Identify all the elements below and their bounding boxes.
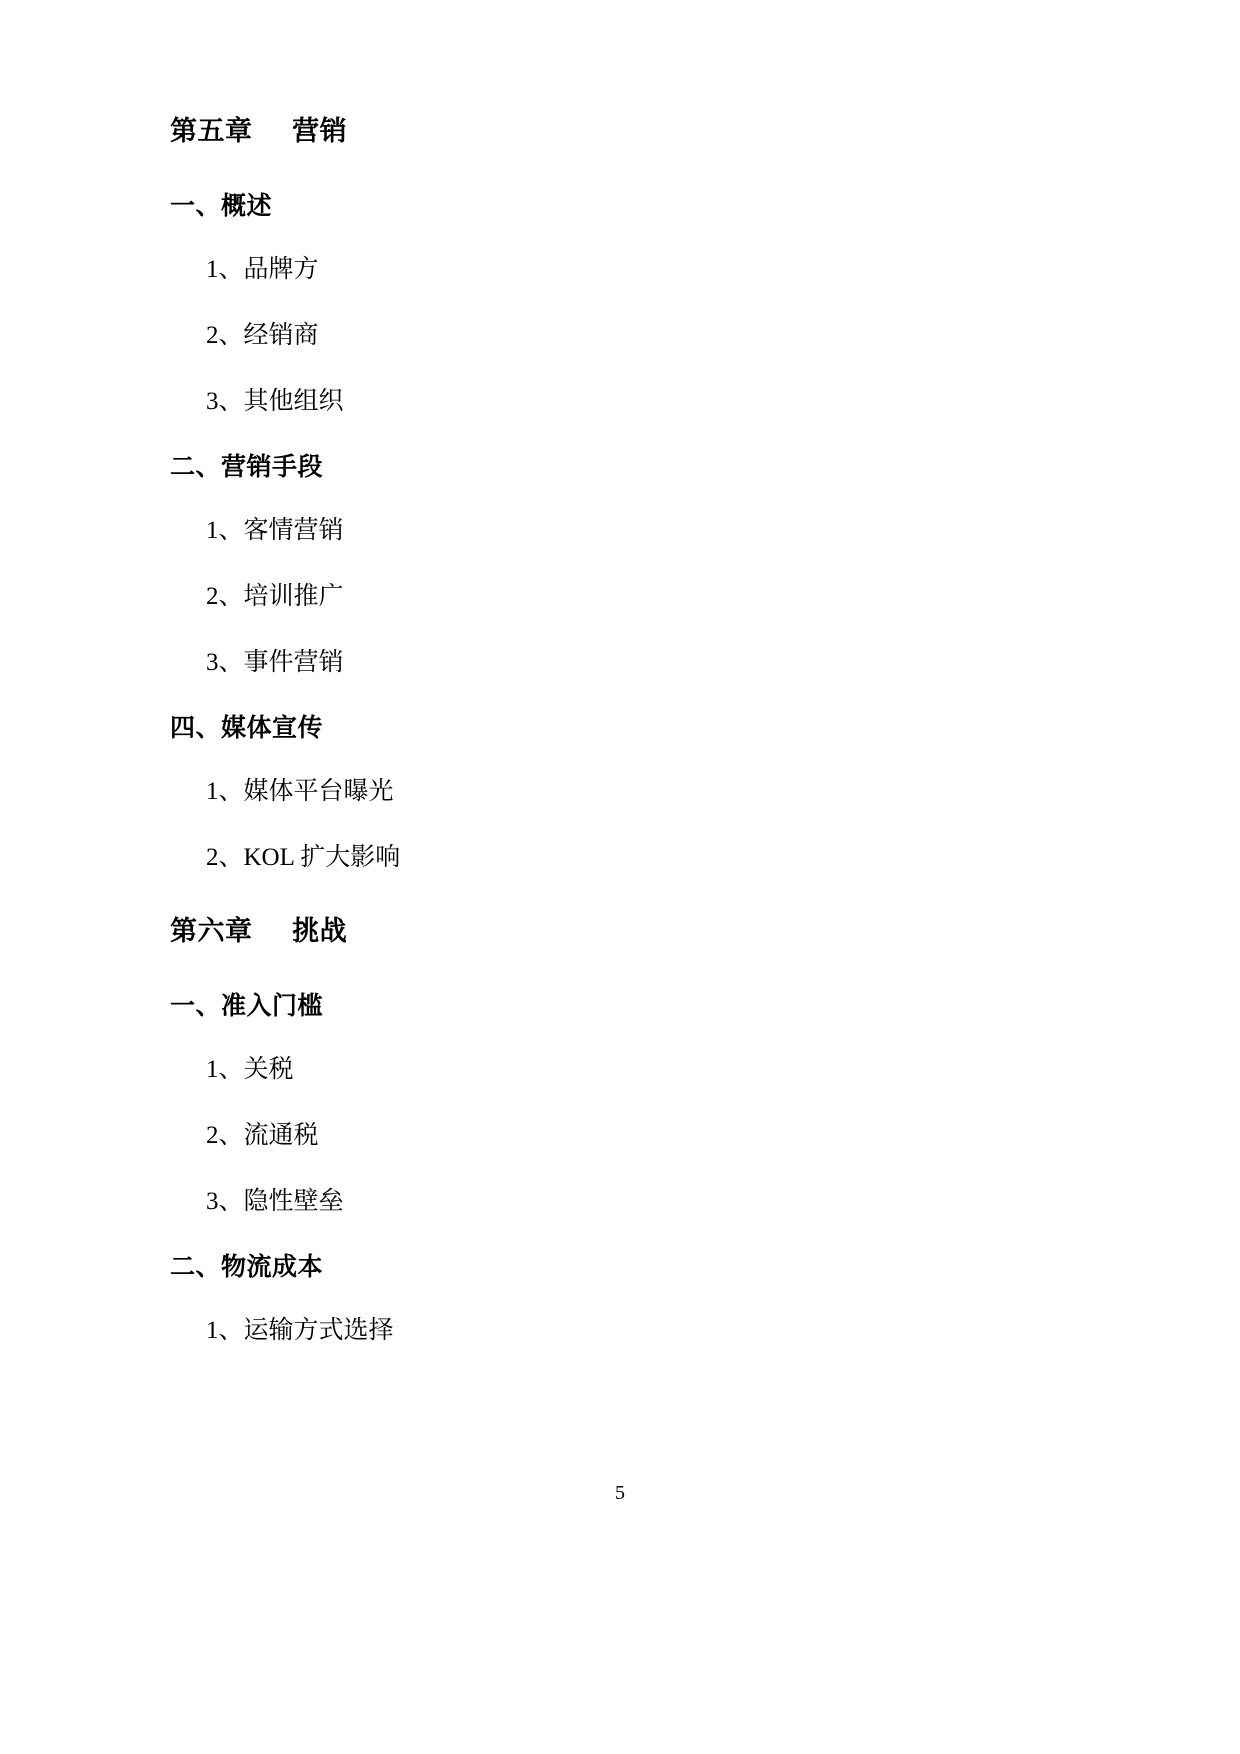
list-item: 1、关税 [206,1056,294,1083]
spacer [170,675,1070,715]
list-item: 2、流通税 [206,1122,319,1149]
spacer [170,218,1070,257]
list-item: 1、运输方式选择 [206,1317,394,1344]
list-item: 2、KOL 扩大影响 [206,844,401,871]
spacer [170,1082,1070,1123]
list-item: 2、培训推广 [206,583,344,610]
section-heading-marketing-methods: 二、营销手段 [170,452,324,481]
spacer [170,609,1070,650]
document-body [170,118,1070,1343]
section-heading-overview: 一、概述 [170,191,273,220]
spacer [170,870,1070,918]
spacer [170,804,1070,845]
spacer [170,543,1070,584]
list-item: 2、经销商 [206,322,319,349]
spacer [170,1018,1070,1057]
section-heading-media-promotion: 四、媒体宣传 [170,713,324,742]
spacer [170,1214,1070,1254]
spacer [170,479,1070,518]
spacer [170,1148,1070,1189]
page-number: 5 [615,1482,625,1504]
spacer [170,282,1070,323]
chapter-heading-6: 第六章 挑战 [170,916,348,947]
list-item: 3、隐性壁垒 [206,1188,344,1215]
list-item: 1、品牌方 [206,256,319,283]
spacer [170,145,1070,193]
list-item: 3、事件营销 [206,649,344,676]
section-heading-logistics-cost: 二、物流成本 [170,1252,324,1281]
spacer [170,945,1070,993]
list-item: 3、其他组织 [206,388,344,415]
spacer [170,1279,1070,1318]
chapter-heading-5: 第五章 营销 [170,116,348,147]
spacer [170,414,1070,454]
section-heading-entry-barriers: 一、准入门槛 [170,991,324,1020]
list-item: 1、客情营销 [206,517,344,544]
list-item: 1、媒体平台曝光 [206,778,394,805]
spacer [170,348,1070,389]
spacer [170,740,1070,779]
